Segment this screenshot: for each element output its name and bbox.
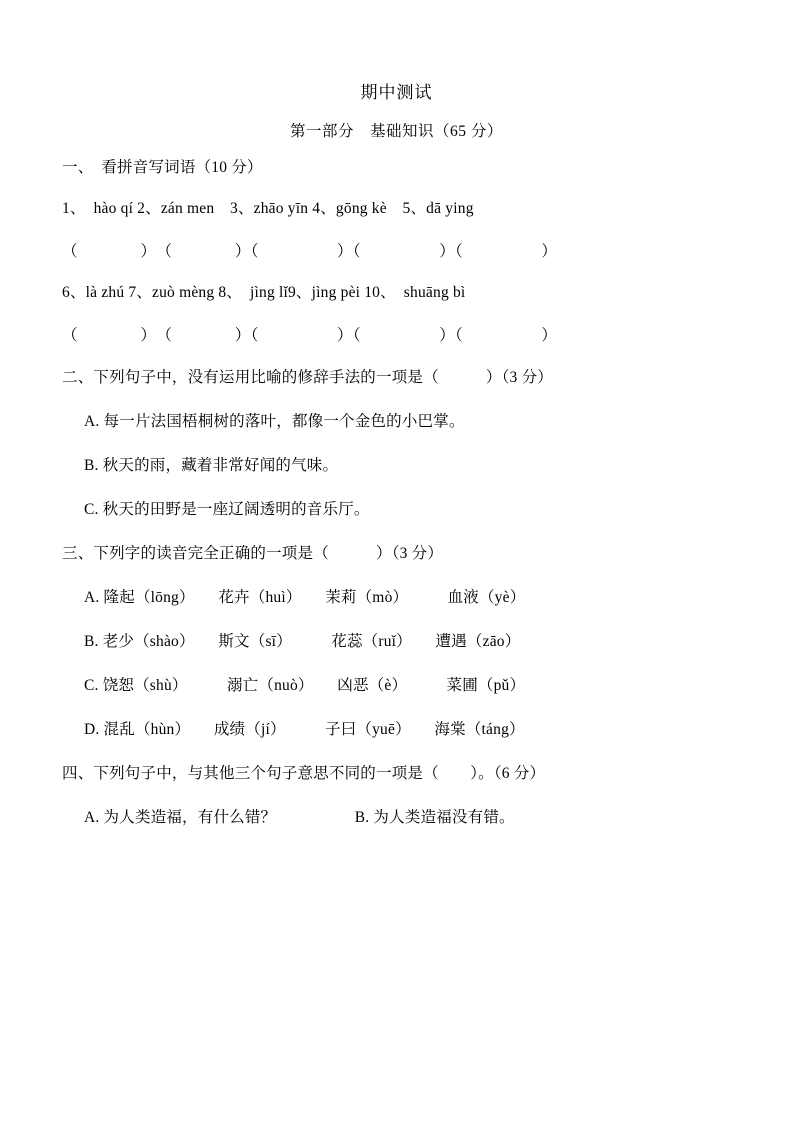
section-three-heading: 三、下列字的读音完全正确的一项是（ ）（3 分） (62, 545, 444, 563)
page-title: 期中测试 (360, 83, 433, 102)
section-three-option-b[interactable]: B. 老少（shào） 斯文（sī） 花蕊（ruǐ） 遭遇（zāo） (84, 633, 521, 651)
section-four-heading: 四、下列句子中，与其他三个句子意思不同的一项是（ ）。（6 分） (62, 765, 546, 783)
section-three-option-a[interactable]: A. 隆起（lōng） 花卉（huì） 茉莉（mò） 血液（yè） (84, 589, 526, 607)
pinyin-line-2: 6、là zhú 7、zuò mèng 8、 jìng lǐ9、jìng pèi 10、 shuāng bì (62, 284, 466, 302)
section-one-heading: 一、 看拼音写词语（10 分） (62, 159, 263, 176)
section-four-option-ab[interactable]: A. 为人类造福，有什么错？ B. 为人类造福没有错。 (84, 809, 515, 827)
part-header: 第一部分 基础知识（65 分） (290, 123, 503, 140)
answer-blanks-2[interactable]: （ ） （ ）（ ）（ ）（ ） (62, 327, 558, 345)
section-three-option-c[interactable]: C. 饶恕（shù） 溺亡（nuò） 凶恶（è） 菜圃（pǔ） (84, 677, 526, 695)
section-two-option-b[interactable]: B. 秋天的雨，藏着非常好闻的气味。 (84, 457, 339, 475)
section-three-option-d[interactable]: D. 混乱（hùn） 成绩（jí） 子曰（yuē） 海棠（táng） (84, 721, 525, 739)
section-two-heading: 二、下列句子中，没有运用比喻的修辞手法的一项是（ ）（3 分） (62, 369, 553, 387)
section-two-option-c[interactable]: C. 秋天的田野是一座辽阔透明的音乐厅。 (84, 501, 370, 519)
section-two-option-a[interactable]: A. 每一片法国梧桐树的落叶，都像一个金色的小巴掌。 (84, 413, 465, 431)
answer-blanks-1[interactable]: （ ） （ ）（ ）（ ）（ ） (62, 243, 558, 261)
pinyin-line-1: 1、 hào qí 2、zán men 3、zhāo yīn 4、gōng kè 5、dā ying (62, 200, 474, 217)
